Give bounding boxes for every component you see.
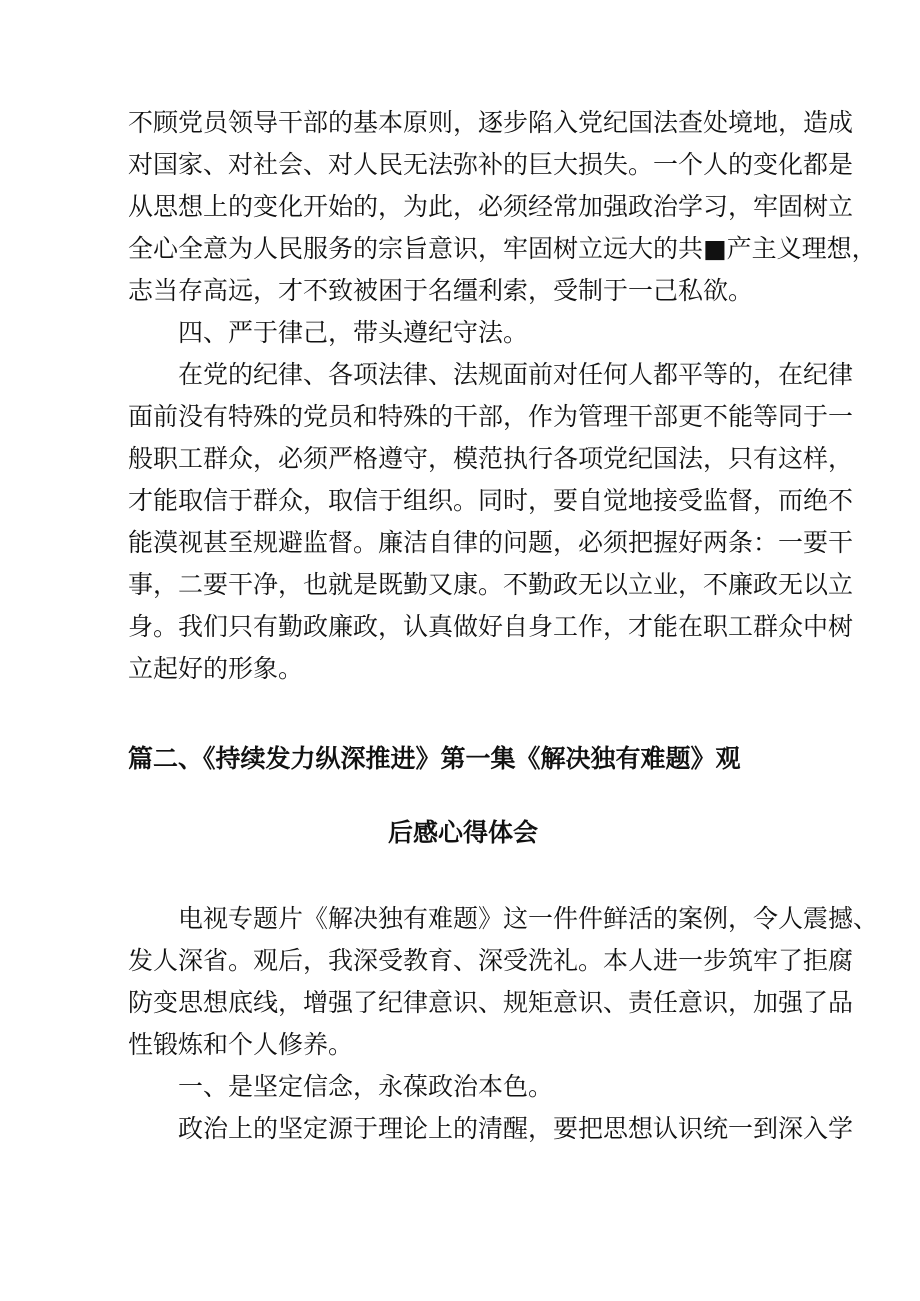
point-heading: 四、严于律己，带头遵纪守法。	[178, 318, 529, 347]
text-line: 政治上的坚定源于理论上的清醒，要把思想认识统一到深入学	[178, 1114, 854, 1143]
text-line: 全心全意为人民服务的宗旨意识，牢固树立远大的共■产主义理想，	[128, 234, 877, 263]
document-page	[128, 102, 879, 1150]
text-line: 在党的纪律、各项法律、法规面前对任何人都平等的，在纪律	[178, 360, 854, 389]
text-line: 发人深省。观后，我深受教育、深受洗礼。本人进一步筑牢了拒腐	[128, 946, 854, 975]
text-line: 面前没有特殊的党员和特殊的干部，作为管理干部更不能等同于一	[128, 402, 854, 431]
text-line: 防变思想底线，增强了纪律意识、规矩意识、责任意识，加强了品	[128, 988, 854, 1017]
section-title: 篇二、《持续发力纵深推进》第一集《解决独有难题》观	[128, 744, 741, 773]
paragraph	[128, 354, 854, 690]
text-line: 立起好的形象。	[128, 654, 304, 683]
text-line: 电视专题片《解决独有难题》这一件件鲜活的案例，令人震撼、	[178, 904, 879, 933]
paragraph	[128, 1108, 854, 1150]
text-line: 从思想上的变化开始的，为此，必须经常加强政治学习，牢固树立	[128, 192, 854, 221]
point-heading: 一、是坚定信念，永葆政治本色。	[178, 1072, 554, 1101]
text-line: 事，二要干净，也就是既勤又康。不勤政无以立业，不廉政无以立	[128, 570, 854, 599]
text-line: 对国家、对社会、对人民无法弥补的巨大损失。一个人的变化都是	[128, 150, 854, 179]
paragraph	[128, 898, 879, 1066]
text-line: 志当存高远，才不致被困于名缰利索，受制于一己私欲。	[128, 276, 754, 305]
paragraph	[128, 102, 877, 312]
text-line: 般职工群众，必须严格遵守，模范执行各项党纪国法，只有这样，	[128, 444, 854, 473]
text-line: 不顾党员领导干部的基本原则，逐步陷入党纪国法查处境地，造成	[128, 108, 854, 137]
text-line: 才能取信于群众，取信于组织。同时，要自觉地接受监督，而绝不	[128, 486, 854, 515]
text-line: 能漠视甚至规避监督。廉洁自律的问题，必须把握好两条：一要干	[128, 528, 854, 557]
text-line: 性锻炼和个人修养。	[128, 1030, 354, 1059]
text-line: 身。我们只有勤政廉政，认真做好自身工作，才能在职工群众中树	[128, 612, 854, 641]
section-title-continued: 后感心得体会	[387, 818, 538, 847]
